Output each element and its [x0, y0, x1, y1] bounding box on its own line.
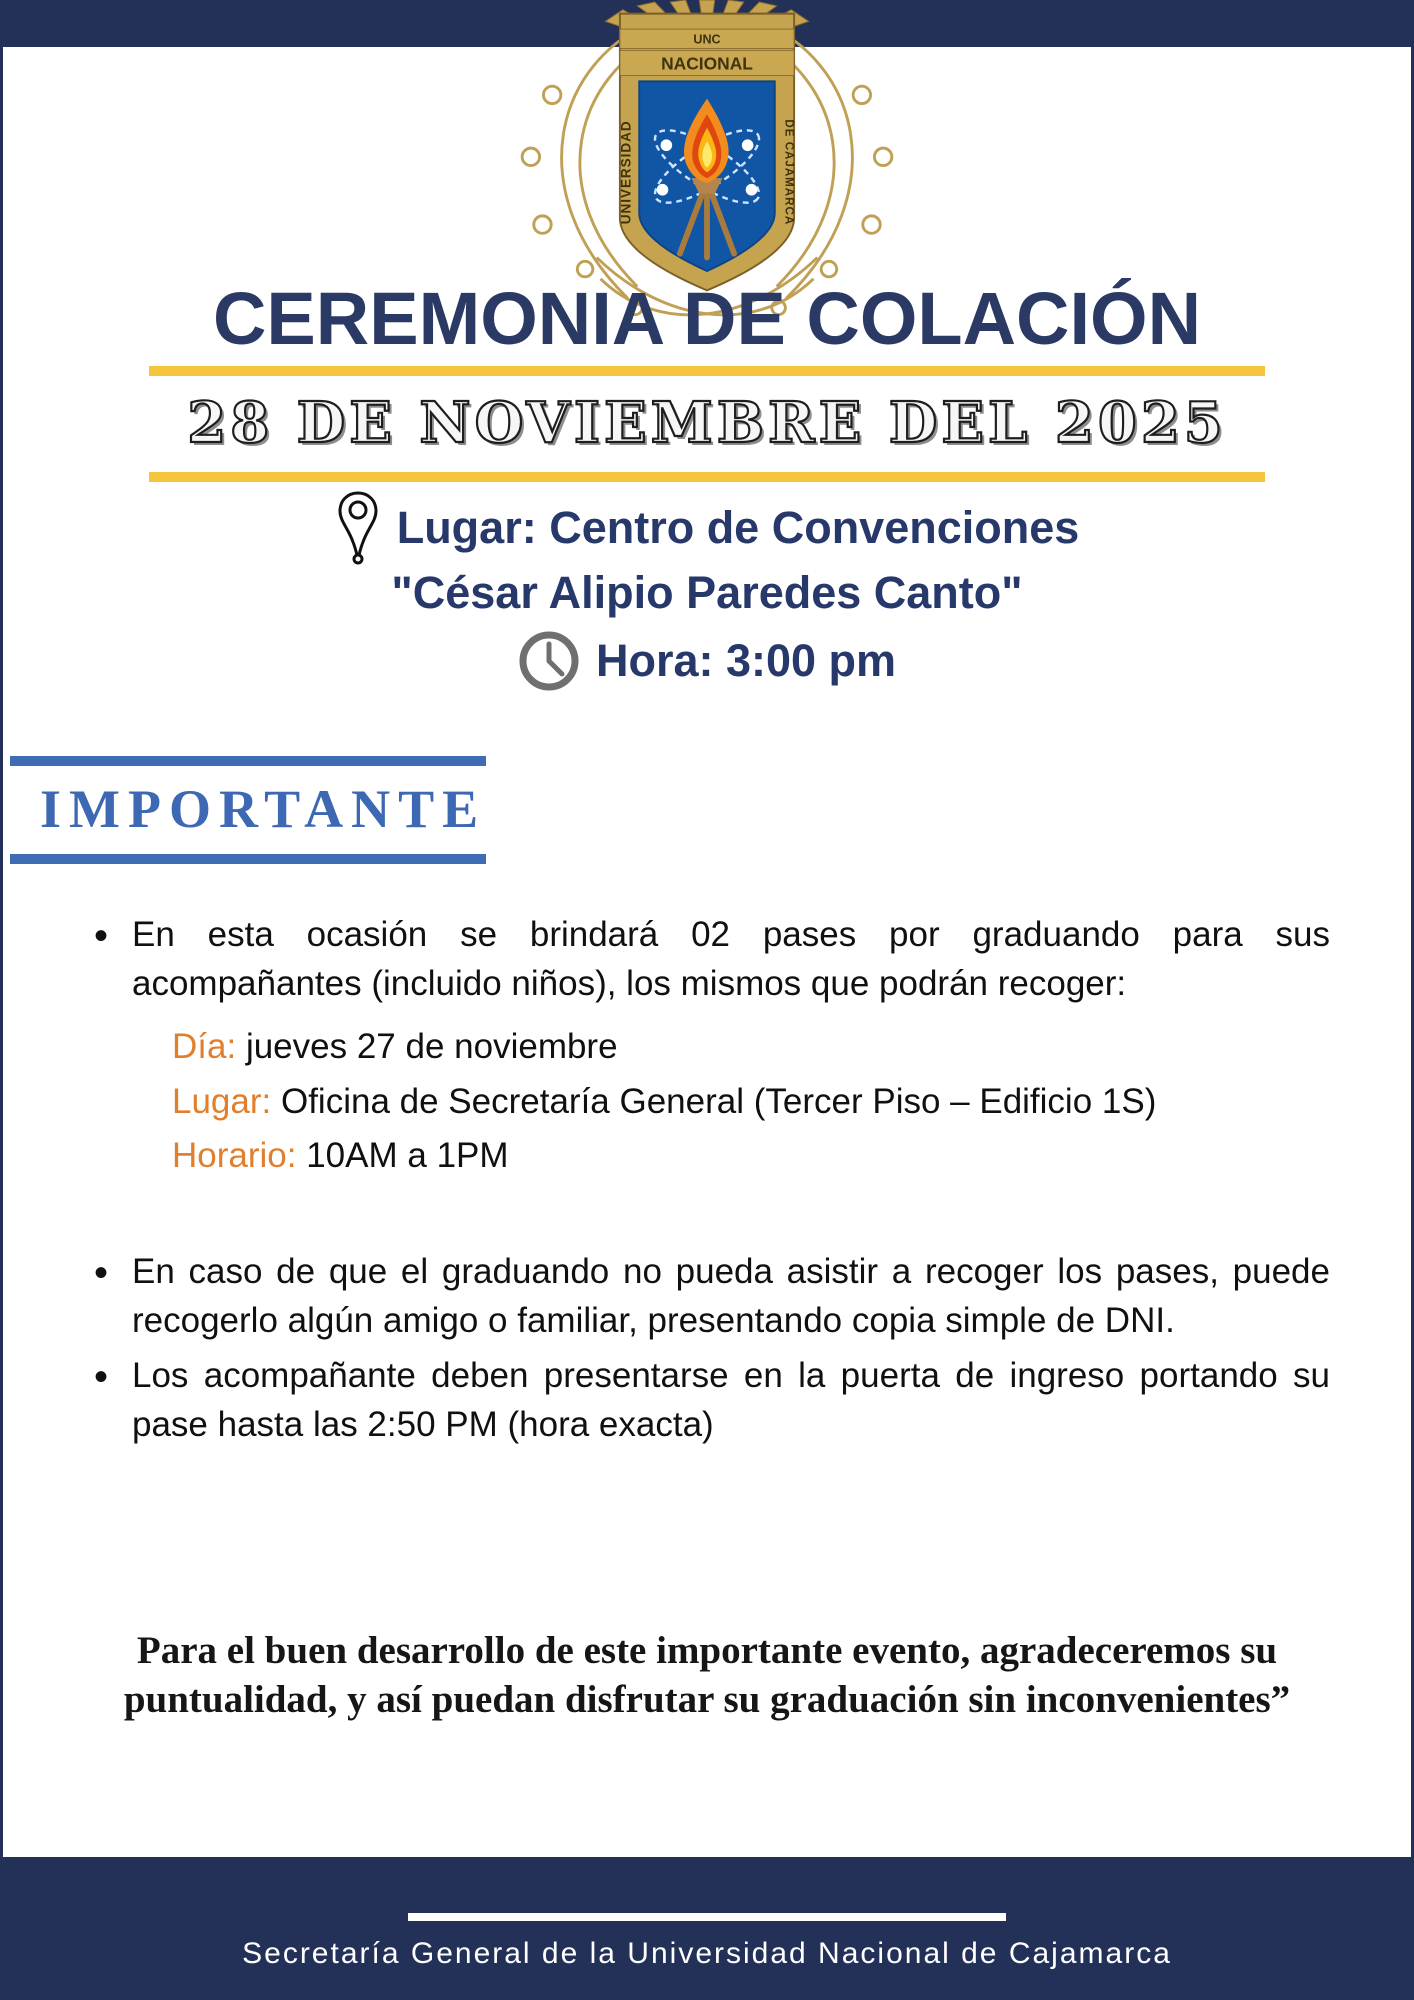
emblem-top-text: UNC: [693, 32, 721, 47]
page-title: CEREMONIA DE COLACIÓN: [212, 277, 1202, 360]
yellow-divider-top: [149, 366, 1265, 376]
list-item: • Los acompañante deben presentarse en la puerta de ingreso portando su pase hasta las 2:50 PM (hora exacta): [132, 1351, 1330, 1449]
location-line: [0, 490, 1414, 566]
location-line1-text: Lugar: Centro de Convenciones: [396, 501, 1080, 553]
list-item: [132, 910, 1330, 1183]
list-item: • En caso de que el graduando no pueda asistir a recoger los pases, puede recogerlo algún amigo o familiar, presentando copia simple de DNI.: [132, 1247, 1330, 1345]
notes-list: [132, 910, 1330, 1449]
date-banner: 28 DE NOVIEMBRE DEL 2025: [187, 390, 1227, 456]
pickup-hours-label: Horario:: [172, 1135, 297, 1175]
frame-left-border: [0, 0, 3, 2000]
location-line2-text: "César Alipio Paredes Canto": [391, 567, 1023, 618]
importante-rule-top: [10, 756, 486, 766]
emblem-left-text: UNIVERSIDAD: [618, 120, 634, 225]
pickup-hours-value: 10AM a 1PM: [306, 1135, 509, 1175]
bullet1-text: En esta ocasión se brindará 02 pases por graduando para sus acompañantes (incluido niños), los mismos que podrán recoger:: [132, 915, 1330, 1004]
time-line-text: Hora: 3:00 pm: [595, 635, 897, 687]
emblem-banner-text: NACIONAL: [661, 53, 753, 74]
pickup-row-place: [172, 1075, 1330, 1129]
importante-section: [10, 756, 486, 864]
pickup-row-hours: [172, 1129, 1330, 1183]
closing-line1: Para el buen desarrollo de este importante evento, agradeceremos su: [136, 1629, 1278, 1673]
clock-icon: [518, 630, 580, 692]
yellow-divider-bottom: [149, 472, 1265, 482]
footer-band: [0, 1857, 1414, 2000]
pickup-place-value: Oficina de Secretaría General (Tercer Piso – Edificio 1S): [280, 1081, 1157, 1121]
closing-note: [72, 1627, 1342, 1725]
emblem-right-text: DE CAJAMARCA: [782, 119, 796, 226]
pickup-details: [172, 1020, 1330, 1183]
pickup-day-label: Día:: [172, 1027, 237, 1067]
pickup-day-value: jueves 27 de noviembre: [245, 1027, 618, 1067]
pickup-row-day: [172, 1020, 1330, 1074]
location-pin-icon: [335, 490, 381, 566]
footer-text: Secretaría General de la Universidad Nacional de Cajamarca: [242, 1937, 1172, 1970]
closing-line2: puntualidad, y así puedan disfrutar su graduación sin inconvenientes”: [123, 1677, 1291, 1721]
footer-divider: [408, 1913, 1006, 1921]
time-line: [0, 630, 1414, 692]
importante-rule-bottom: [10, 854, 486, 864]
importante-heading: IMPORTANTE: [40, 779, 487, 840]
pickup-place-label: Lugar:: [172, 1081, 272, 1121]
